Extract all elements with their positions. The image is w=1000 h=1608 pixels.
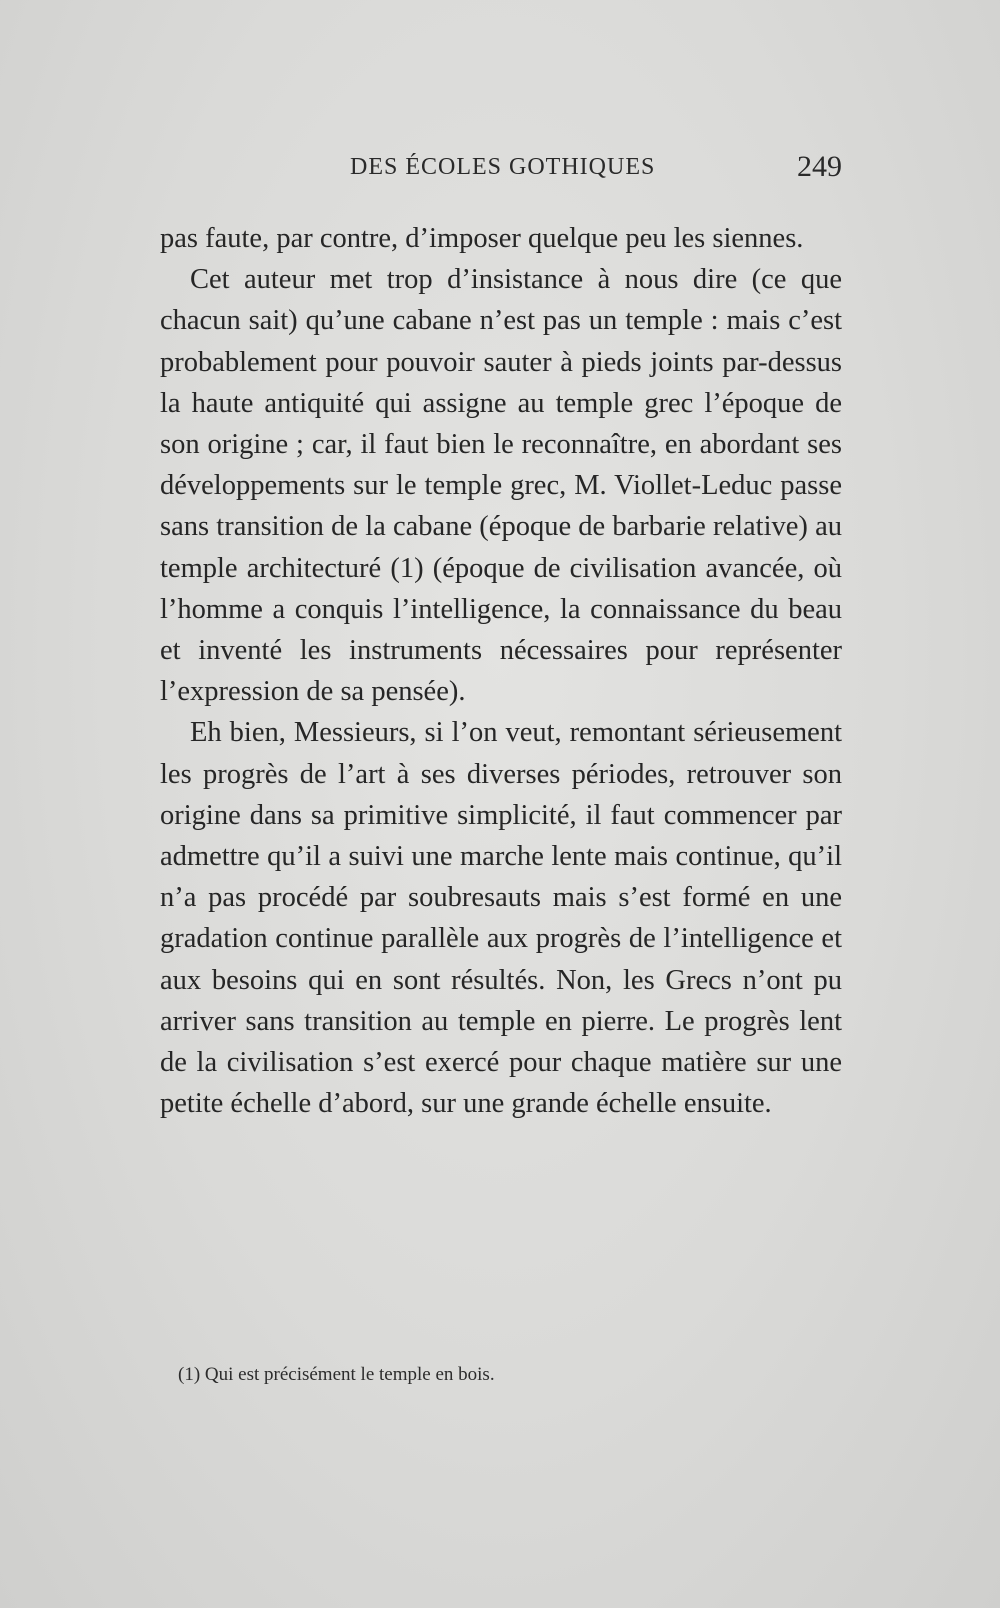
paragraph: Cet auteur met trop d’insistance à nous dire (ce que chacun sait) qu’une cabane n’est pas un temple : mais c’est probablement pour pouvoir sauter à pieds joints par-dessus la haute antiquité qui assigne au temple grec l’époque de son origine ; car, il faut bien le reconnaître, en abordant ses développements sur le temple grec, M. Viollet-Leduc passe sans transition de la cabane (époque de barbarie relative) au temple architecturé (1) (époque de civilisation avancée, où l’homme a conquis l’intelligence, la connaissance du beau et inventé les instruments nécessaires pour représenter l’expression de sa pensée). [160, 264, 842, 708]
page-number: 249 [797, 150, 842, 183]
running-head [160, 150, 842, 190]
footnote: (1) Qui est précisément le temple en bois. [178, 1364, 495, 1385]
body-text [160, 218, 842, 1124]
running-title: DES ÉCOLES GOTHIQUES [350, 154, 656, 180]
paragraph: Eh bien, Messieurs, si l’on veut, remontant sérieusement les progrès de l’art à ses diverses périodes, retrouver son origine dans sa primitive simplicité, il faut commencer par admettre qu’il a suivi une marche lente mais continue, qu’il n’a pas procédé par soubresauts mais s’est formé en une gradation continue parallèle aux progrès de l’intelligence et aux besoins qui en sont résultés. Non, les Grecs n’ont pu arriver sans transition au temple en pierre. Le progrès lent de la civilisation s’est exercé pour chaque matière sur une petite échelle d’abord, sur une grande échelle ensuite. [160, 717, 842, 1120]
paragraph-continued: pas faute, par contre, d’imposer quelque peu les siennes. [160, 223, 804, 254]
